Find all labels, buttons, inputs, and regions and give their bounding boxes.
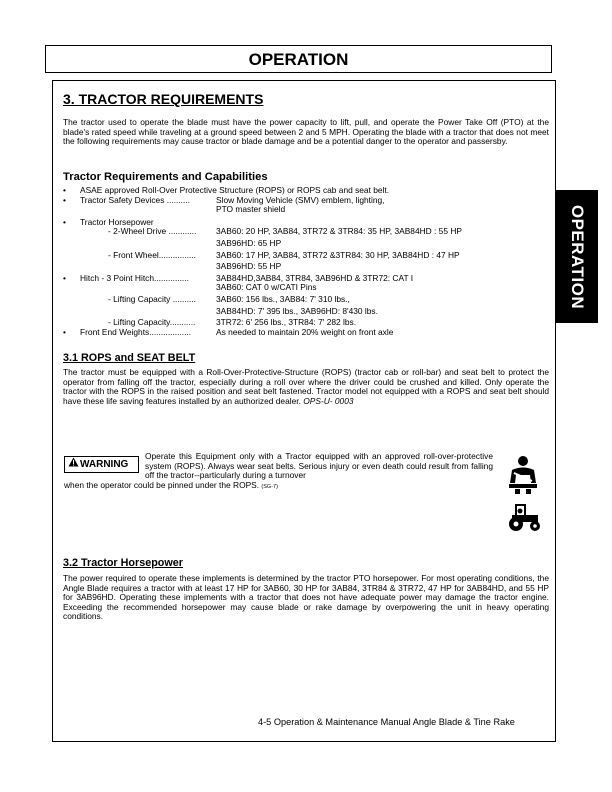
rops-code: OPS-U- 0003 <box>303 395 354 406</box>
warning-text: Operate this Equipment only with a Tractor equipped with an approved roll-over-protective system (ROPS). Always wear seat belts. Serious injury or even death could result from falling off the tractor--particularly during a turnover <box>145 451 493 481</box>
requirement-row: 3AB96HD: 65 HP <box>216 237 282 248</box>
warning-badge <box>64 456 139 473</box>
warning-badge-label: WARNING <box>80 459 129 470</box>
requirement-row: - Front Wheel................ 3AB60: 17 HP, 3AB84, 3TR72 &3TR84: 30 HP, 3AB84HD : 47 HP <box>108 249 460 260</box>
horsepower-text: The power required to operate these implements is determined by the tractor PTO horsepower. For most operating conditions, the Angle Blade requires a tractor with at least 17 HP for 3AB60, 30 HP for 3AB84, 3TR84 & 3TR72, 47 HP for 3AB84HD, and 55 HP for 3AB96HD. Operating these implements with a tractor that does not have adequate power may damage the tractor engine. Exceeding the recommended horsepower may cause blade or rake damage by overpowering the unit in heavy operating conditions. <box>63 573 549 622</box>
side-tab-label: OPERATION <box>568 204 587 309</box>
requirement-row: • Front End Weights.................. As needed to maintain 20% weight on front axle <box>63 326 394 337</box>
seat-belt-operator-icon <box>506 455 540 500</box>
requirement-row: • ASAE approved Roll-Over Protective Structure (ROPS) or ROPS cab and seat belt. <box>63 185 390 195</box>
requirement-row: - Lifting Capacity........... 3TR72: 6' 256 lbs., 3TR84: 7' 282 lbs. <box>108 317 357 328</box>
requirements-title: Tractor Requirements and Capabilities <box>63 171 268 183</box>
horsepower-title: 3.2 Tractor Horsepower <box>63 557 184 569</box>
requirement-row: • Tractor Safety Devices .......... Slow Moving Vehicle (SMV) emblem, lighting, <box>63 194 385 205</box>
section-intro: The tractor used to operate the blade must have the power capacity to lift, pull, and operate the Power Take Off (PTO) at the blade's rated speed while traveling at a ground speed between 2 and 5 MPH. Operating the blade with a tractor that does not meet the following requirements may cause tractor or blade damage and be a potential danger to the operator and passersby. <box>63 117 549 147</box>
page-header-title: OPERATION <box>248 50 349 69</box>
requirement-row: • Tractor Horsepower <box>63 216 154 227</box>
tractor-rops-icon <box>502 502 544 537</box>
section-title: 3. TRACTOR REQUIREMENTS <box>63 91 264 107</box>
requirement-row: PTO master shield <box>216 204 286 215</box>
rops-title: 3.1 ROPS and SEAT BELT <box>63 352 196 364</box>
page-header <box>45 45 552 73</box>
requirement-row: • Hitch - 3 Point Hitch............... 3AB84HD,3AB84, 3TR84, 3AB96HD & 3TR72: CAT I <box>63 272 414 283</box>
page-footer: 4-5 Operation & Maintenance Manual Angle Blade & Tine Rake <box>258 717 515 727</box>
requirement-row: 3AB60: CAT 0 w/CATI Pins <box>216 282 317 293</box>
warning-code: (SG-7) <box>261 484 278 490</box>
warning-triangle-icon <box>68 457 80 472</box>
requirement-row: 3AB84HD: 7' 395 lbs., 3AB96HD: 8'430 lbs. <box>216 305 378 316</box>
warning-last-line: when the operator could be pinned under the ROPS. (SG-7) <box>64 480 278 490</box>
side-tab <box>556 190 598 323</box>
requirement-row: 3AB96HD: 55 HP <box>216 261 282 272</box>
requirement-row: - Lifting Capacity .......... 3AB60: 156 lbs., 3AB84: 7' 310 lbs., <box>108 293 350 304</box>
requirements-list <box>63 186 549 337</box>
rops-body: The tractor must be equipped with a Roll-Over-Protective-Structure (ROPS) (tractor cab or roll-bar) and seat belt to protect the operator from falling off the tractor, especially during a roll over where the driver could be crushed and killed. Only operate the tractor with the ROPS in the raised position and seat belt fastened. Tractor model not equipped with a ROPS and seat belt should have these life saving features installed by an authorized dealer. <box>63 367 549 406</box>
rops-text <box>63 368 549 406</box>
requirement-row: - 2-Wheel Drive ............ 3AB60: 20 HP, 3AB84, 3TR72 & 3TR84: 35 HP, 3AB84HD : 55 HP <box>108 226 462 237</box>
